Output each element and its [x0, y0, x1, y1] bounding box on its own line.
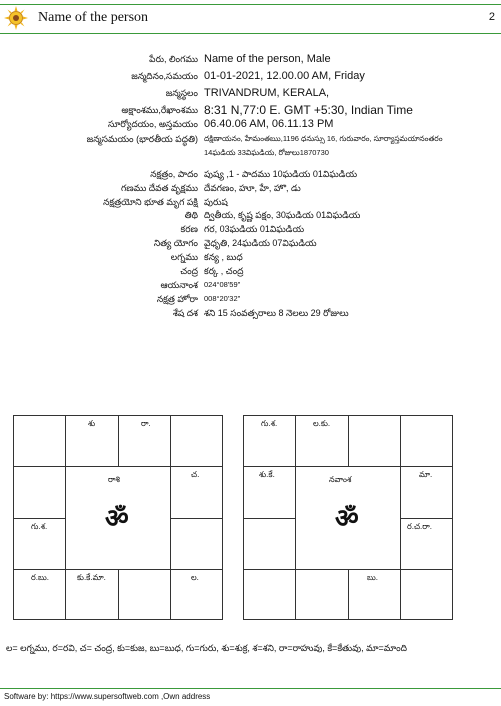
panchang-label: నక్షత్రయోని భూత మృగ పక్షి	[103, 197, 198, 207]
detail-value: 01-01-2021, 12.00.00 AM, Friday	[204, 70, 365, 82]
panchang-row-shesha-dasha	[0, 306, 501, 320]
detail-row-indian-time	[0, 132, 501, 146]
detail-label: అక్షాంశము,రేఖాంశము	[121, 105, 198, 115]
panchang-label: గణము దేవత వృక్షము	[120, 183, 198, 193]
panchang-label: కరణ	[180, 224, 198, 234]
panchang-value: గర, 03ఘడియ 01విఘడియ	[204, 224, 305, 234]
panchang-row-ganam	[0, 181, 501, 195]
navamsa-cell-right-lower: ర.చ.రా.	[407, 522, 432, 531]
panchang-row-tithi	[0, 208, 501, 222]
rasi-cell-right-upper: చ.	[191, 470, 200, 479]
navamsa-cell-top-2: ల.కు.	[313, 419, 331, 428]
panchang-label: నిత్య యోగం	[153, 238, 198, 248]
navamsa-chart	[243, 415, 453, 620]
panchang-label: శేష దశ	[172, 308, 198, 318]
detail-value: TRIVANDRUM, KERALA,	[204, 87, 330, 99]
panchang-row-nakshatra-hora	[0, 292, 501, 306]
panchang-value: కర్క , చంద్ర	[204, 266, 244, 276]
navamsa-cell-right-upper: మా.	[419, 470, 433, 479]
panchang-label: నక్షత్ర హోరా	[156, 294, 198, 304]
detail-row-birth-datetime	[0, 69, 501, 83]
detail-label: జన్మస్థలం	[165, 88, 198, 98]
detail-row-sunrise-sunset	[0, 117, 501, 131]
panchang-value: వైధృతి, 24ఘడియ 07విఘడియ	[204, 238, 317, 248]
detail-value: 06.40.06 AM, 06.11.13 PM	[204, 118, 334, 130]
navamsa-cell-top-1: గు.శ.	[261, 419, 278, 428]
rasi-cell-top-2: శు	[88, 419, 96, 428]
panchang-value: పుష్య ,1 - పాదము 10ఘడియ 01విఘడియ	[204, 169, 358, 179]
panchang-value: పురుష	[204, 197, 228, 207]
panchang-label: తిథి	[184, 210, 198, 220]
panchang-row-ayanamsa	[0, 278, 501, 292]
sun-logo-icon	[4, 6, 28, 30]
rasi-cell-top-3: రా.	[141, 419, 151, 428]
rasi-cell-bottom-1: ర.బు.	[31, 573, 49, 582]
panchang-row-karana	[0, 222, 501, 236]
panchang-label: నక్షత్రం, పాదం	[150, 169, 198, 179]
detail-label: జన్మసమయం (భారతీయ పద్ధతి)	[86, 134, 198, 144]
panchang-row-chandra	[0, 264, 501, 278]
navamsa-cell-bottom-3: బు.	[367, 573, 378, 582]
planet-abbreviation-legend: ల= లగ్నము, ర=రవి, చ= చంద్ర, కు=కుజ, బు=బుధ, గు=గురు, శు=శుక్ర, శ=శని, రా=రాహువు, కే=కేతువు, మా=మాంది	[6, 643, 408, 653]
panchang-value: ద్వితీయ, కృష్ణ పక్షం, 30ఘడియ 01విఘడియ	[204, 210, 361, 220]
document-title: Name of the person	[38, 10, 149, 25]
panchang-value: 008°20'32"	[204, 294, 241, 303]
detail-row-birth-place	[0, 86, 501, 100]
detail-value: 14ఘడియ 33విఘడియ, రోజులు1870730	[204, 148, 329, 157]
panchang-row-yoni	[0, 195, 501, 209]
header-top-line	[0, 4, 501, 5]
detail-row-indian-time-cont	[0, 146, 501, 160]
rasi-cell-bottom-2: కు.కే.మా.	[77, 573, 106, 582]
panchang-value: కన్య , బుధ	[204, 252, 243, 262]
detail-row-coordinates	[0, 103, 501, 117]
panchang-row-lagnam	[0, 250, 501, 264]
rasi-center-label: రాశి	[108, 475, 120, 484]
footer-line	[0, 688, 501, 689]
om-icon: ॐ	[105, 504, 129, 534]
page-number: 2	[488, 11, 495, 23]
detail-value: 8:31 N,77:0 E. GMT +5:30, Indian Time	[204, 103, 413, 117]
panchang-value: 024°08'59"	[204, 280, 241, 289]
panchang-label: లగ్నము	[170, 252, 198, 262]
rasi-cell-mid-left: గు.శ.	[31, 522, 48, 531]
detail-label: సూర్యోదయం, అస్తమయం	[108, 119, 198, 129]
detail-label: జన్మదినం,సమయం	[131, 71, 198, 81]
panchang-label: ఆయనాంశ	[160, 280, 198, 290]
detail-value: Name of the person, Male	[204, 53, 331, 65]
navamsa-cell-left-upper: శు.కే.	[259, 470, 275, 479]
panchang-value: శని 15 సంవత్సరాలు 8 నెలలు 29 రోజులు	[204, 308, 349, 318]
navamsa-center-label: నవాంశ	[329, 475, 352, 484]
header-bottom-line	[0, 33, 501, 34]
om-icon: ॐ	[335, 504, 359, 534]
panchang-row-nitya-yogam	[0, 236, 501, 250]
panchang-row-nakshatra	[0, 167, 501, 181]
detail-label: పేరు, లింగము	[149, 54, 198, 64]
panchang-value: దేవగణం, హూ, హే, హొ, డు	[204, 183, 301, 193]
footer-credit: Software by: https://www.supersoftweb.com ,Own address	[4, 692, 211, 701]
rasi-chart	[13, 415, 223, 620]
rasi-cell-bottom-4: ల.	[191, 573, 199, 582]
detail-row-name	[0, 52, 501, 66]
detail-value: దక్షిణాయనం, హేమంతఋ,1196 ధనుస్సు 16, గురువారం, సూర్యాస్తమయానంతరం	[204, 134, 443, 143]
panchang-label: చంద్ర	[180, 266, 198, 276]
